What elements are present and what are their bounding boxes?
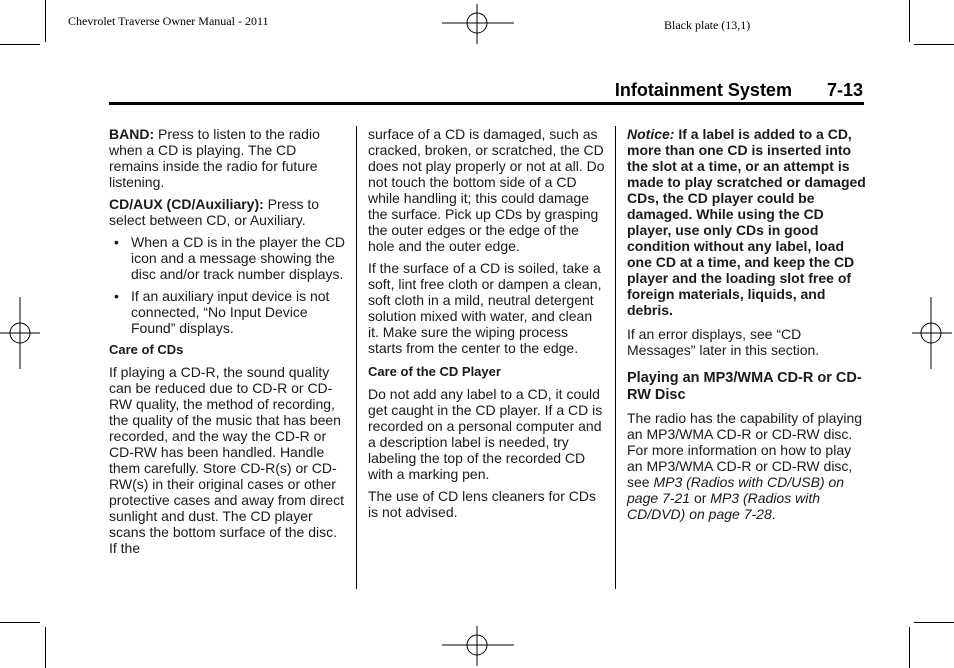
paragraph: Do not add any label to a CD, it could get caught in the CD player. If a CD is recorded on a personal computer and a description label is needed, try labeling the top of the recorded CD with a marking pen.: [368, 386, 603, 482]
column-divider-2: [615, 126, 616, 589]
registration-mark-bottom: [442, 626, 514, 666]
error-paragraph: If an error displays, see “CD Messages” later in this section.: [627, 326, 820, 358]
mp3-cd-usb-link[interactable]: MP3 (Radios with CD/USB) on page 7‑21: [627, 474, 845, 506]
cdaux-text: Press to select between CD, or Auxiliary.: [109, 196, 320, 228]
crop-mark-bottom-left-h: [0, 622, 40, 623]
header-rule: [109, 102, 864, 105]
crop-mark-top-left-v: [45, 0, 46, 42]
mp3-heading: Playing an MP3/WMA CD-R or CD-RW Disc: [627, 370, 862, 403]
registration-mark-left: [0, 297, 40, 369]
mp3-end: .: [771, 506, 776, 522]
registration-mark-top: [442, 4, 514, 44]
mp3-paragraph: [627, 410, 867, 522]
page-number: 7-13: [826, 80, 863, 100]
mp3-text: The radio has the capability of playing an MP3/WMA CD-R or CD-RW disc. For more information on how to play an MP3/WMA CD-R or CD-RW disc, see: [627, 410, 863, 490]
care-paragraph: If playing a CD-R, the sound quality can be reduced due to CD-R or CD-RW quality, the method of recording, the quality of the music that has been recorded, and the way the CD-R or CD-RW has been handled. Handle them carefully. Store CD-R(s) or CD-RW(s) in their original cases or other protective cases and away from direct sunlight and dust. The CD player scans the bottom surface of the disc. If the: [109, 364, 344, 556]
band-paragraph: [109, 126, 345, 190]
plate-label: Black plate (13,1): [664, 18, 751, 32]
bullet-item: [109, 234, 345, 282]
column-2: [368, 126, 606, 526]
paragraph: If the surface of a CD is soiled, take a soft, lint free cloth or dampen a clean, soft cloth in a mild, neutral detergent solution mixed with water, and clean it. Make sure the wiping process starts from the center to the edge.: [368, 260, 602, 356]
cdaux-label: CD/AUX (CD/Auxiliary):: [109, 196, 264, 212]
bullet-glyph: •: [114, 288, 119, 304]
band-text: Press to listen to the radio when a CD is playing. The CD remains inside the radio for future listening.: [109, 126, 320, 190]
player-heading: Care of the CD Player: [368, 364, 501, 379]
band-label: BAND:: [109, 126, 155, 142]
paragraph: surface of a CD is damaged, such as cracked, broken, or scratched, the CD does not play properly or not at all. Do not touch the bottom side of a CD while handling it; this could damage the surface. Pick up CDs by grasping the outer edges or the edge of the hole and the outer edge.: [368, 126, 605, 254]
section-title: Infotainment System: [614, 80, 792, 100]
mp3-or: or: [690, 490, 711, 506]
bullet-item: [109, 288, 345, 336]
crop-mark-top-right-v: [909, 0, 910, 42]
crop-mark-bottom-right-h: [914, 622, 954, 623]
page-header: [615, 80, 863, 101]
bullet-text: When a CD is in the player the CD icon and a message showing the disc and/or track number displays.: [131, 234, 345, 282]
mp3-cd-dvd-link[interactable]: MP3 (Radios with CD/DVD) on page 7‑28: [627, 490, 820, 522]
paragraph: The use of CD lens cleaners for CDs is not advised.: [368, 488, 596, 520]
crop-mark-top-left-h: [0, 44, 40, 45]
column-1: [109, 126, 345, 562]
notice-paragraph: [627, 126, 867, 318]
notice-label: Notice:: [627, 126, 675, 142]
bullet-glyph: •: [114, 234, 119, 250]
column-3: [627, 126, 867, 528]
crop-mark-top-right-h: [914, 44, 954, 45]
care-heading: Care of CDs: [109, 342, 184, 357]
bullet-text: If an auxiliary input device is not connected, “No Input Device Found” displays.: [131, 288, 330, 336]
manual-title: Chevrolet Traverse Owner Manual - 2011: [68, 14, 269, 28]
crop-mark-bottom-right-v: [909, 627, 910, 668]
registration-mark-right: [912, 297, 952, 369]
cdaux-paragraph: [109, 196, 345, 228]
notice-text: If a label is added to a CD, more than one CD is inserted into the slot at a time, or an attempt is made to play scratched or damaged CDs, the CD player could be damaged. While using the CD player, use only CDs in good condition without any label, load one CD at a time, and keep the CD player and the loading slot free of foreign materials, liquids, and debris.: [627, 126, 866, 318]
crop-mark-bottom-left-v: [45, 627, 46, 668]
column-divider-1: [356, 126, 357, 589]
